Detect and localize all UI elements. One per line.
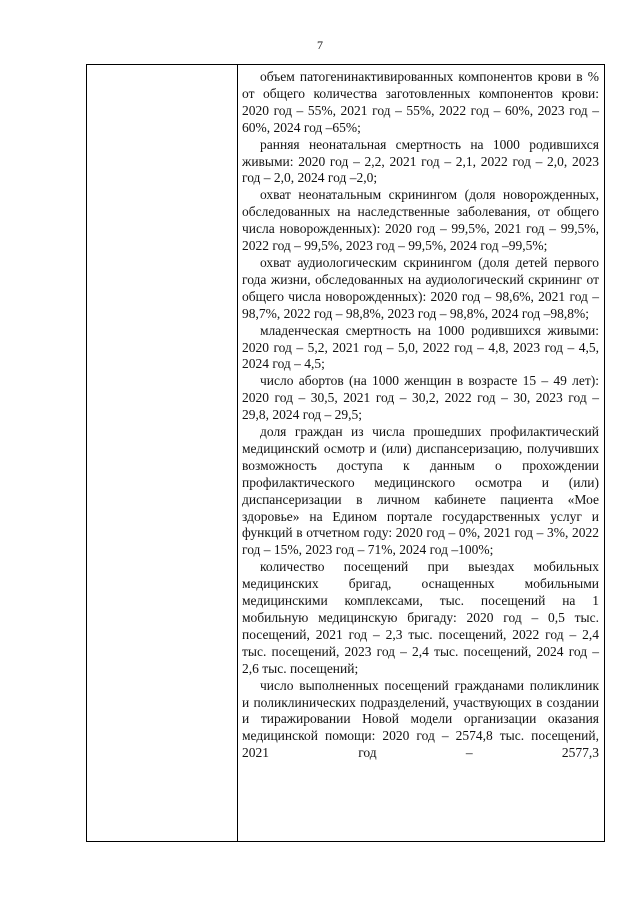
paragraph-audiological-screening: охват аудиологическим скринингом (доля детей первого года жизни, обследованных на аудиологический скрининг от общего числа новорожденных): 2020 год – 98,6%, 2021 год – 98,7%, 2022 год – 98,8%, 2023 год – 98,8%, 2024 год –98,8%;	[242, 254, 599, 321]
table-right-cell	[238, 65, 604, 841]
paragraph-blood-components: объем патогенинактивированных компонентов крови в % от общего количества заготовленных компонентов крови: 2020 год – 55%, 2021 год – 55%, 2022 год – 60%, 2023 год – 60%, 2024 год –65%;	[242, 69, 599, 135]
paragraph-clinic-visits: число выполненных посещений гражданами поликлиник и поликлинических подразделений, участвующих в создании и тиражировании Новой модели организации оказания медицинской помощи: 2020 год – 2574,8 тыс. посещений, 2021 год – 2577,3	[242, 677, 599, 761]
paragraph-early-neonatal-mortality: ранняя неонатальная смертность на 1000 родившихся живыми: 2020 год – 2,2, 2021 год – 2,1, 2022 год – 2,0, 2023 год – 2,0, 2024 год –2,0;	[242, 136, 599, 186]
paragraph-abortions: число абортов (на 1000 женщин в возрасте 15 – 49 лет): 2020 год – 30,5, 2021 год – 30,2, 2022 год – 30, 2023 год – 29,8, 2024 год – 29,5;	[242, 373, 599, 423]
paragraph-personal-account-access: доля граждан из числа прошедших профилактический медицинский осмотр и (или) диспансеризацию, получивших возможность доступа к данным о прохождении профилактического медицинского осмотра и (или) диспансеризации в личном кабинете пациента «Мое здоровье» на Едином портале государственных услуг и функций в отчетном году: 2020 год – 0%, 2021 год – 3%, 2022 год – 15%, 2023 год – 71%, 2024 год –100%;	[242, 424, 599, 558]
document-table	[86, 64, 605, 842]
paragraph-neonatal-screening: охват неонатальным скринингом (доля новорожденных, обследованных на наследственные заболевания, от общего числа новорожденных): 2020 год – 99,5%, 2021 год – 99,5%, 2022 год – 99,5%, 2023 год – 99,5%, 2024 год –99,5%;	[242, 187, 599, 254]
paragraph-mobile-brigades: количество посещений при выездах мобильных медицинских бригад, оснащенных мобильными медицинскими комплексами, тыс. посещений на 1 мобильную медицинскую бригаду: 2020 год – 0,5 тыс. посещений, 2021 год – 2,3 тыс. посещений, 2022 год – 2,4 тыс. посещений, 2023 год – 2,4 тыс. посещений, 2024 год – 2,6 тыс. посещений;	[242, 559, 599, 676]
page-number: 7	[317, 38, 323, 52]
table-left-cell	[87, 65, 238, 841]
paragraph-infant-mortality: младенческая смертность на 1000 родившихся живыми: 2020 год – 5,2, 2021 год – 5,0, 2022 год – 4,8, 2023 год – 4,5, 2024 год – 4,5;	[242, 322, 599, 372]
